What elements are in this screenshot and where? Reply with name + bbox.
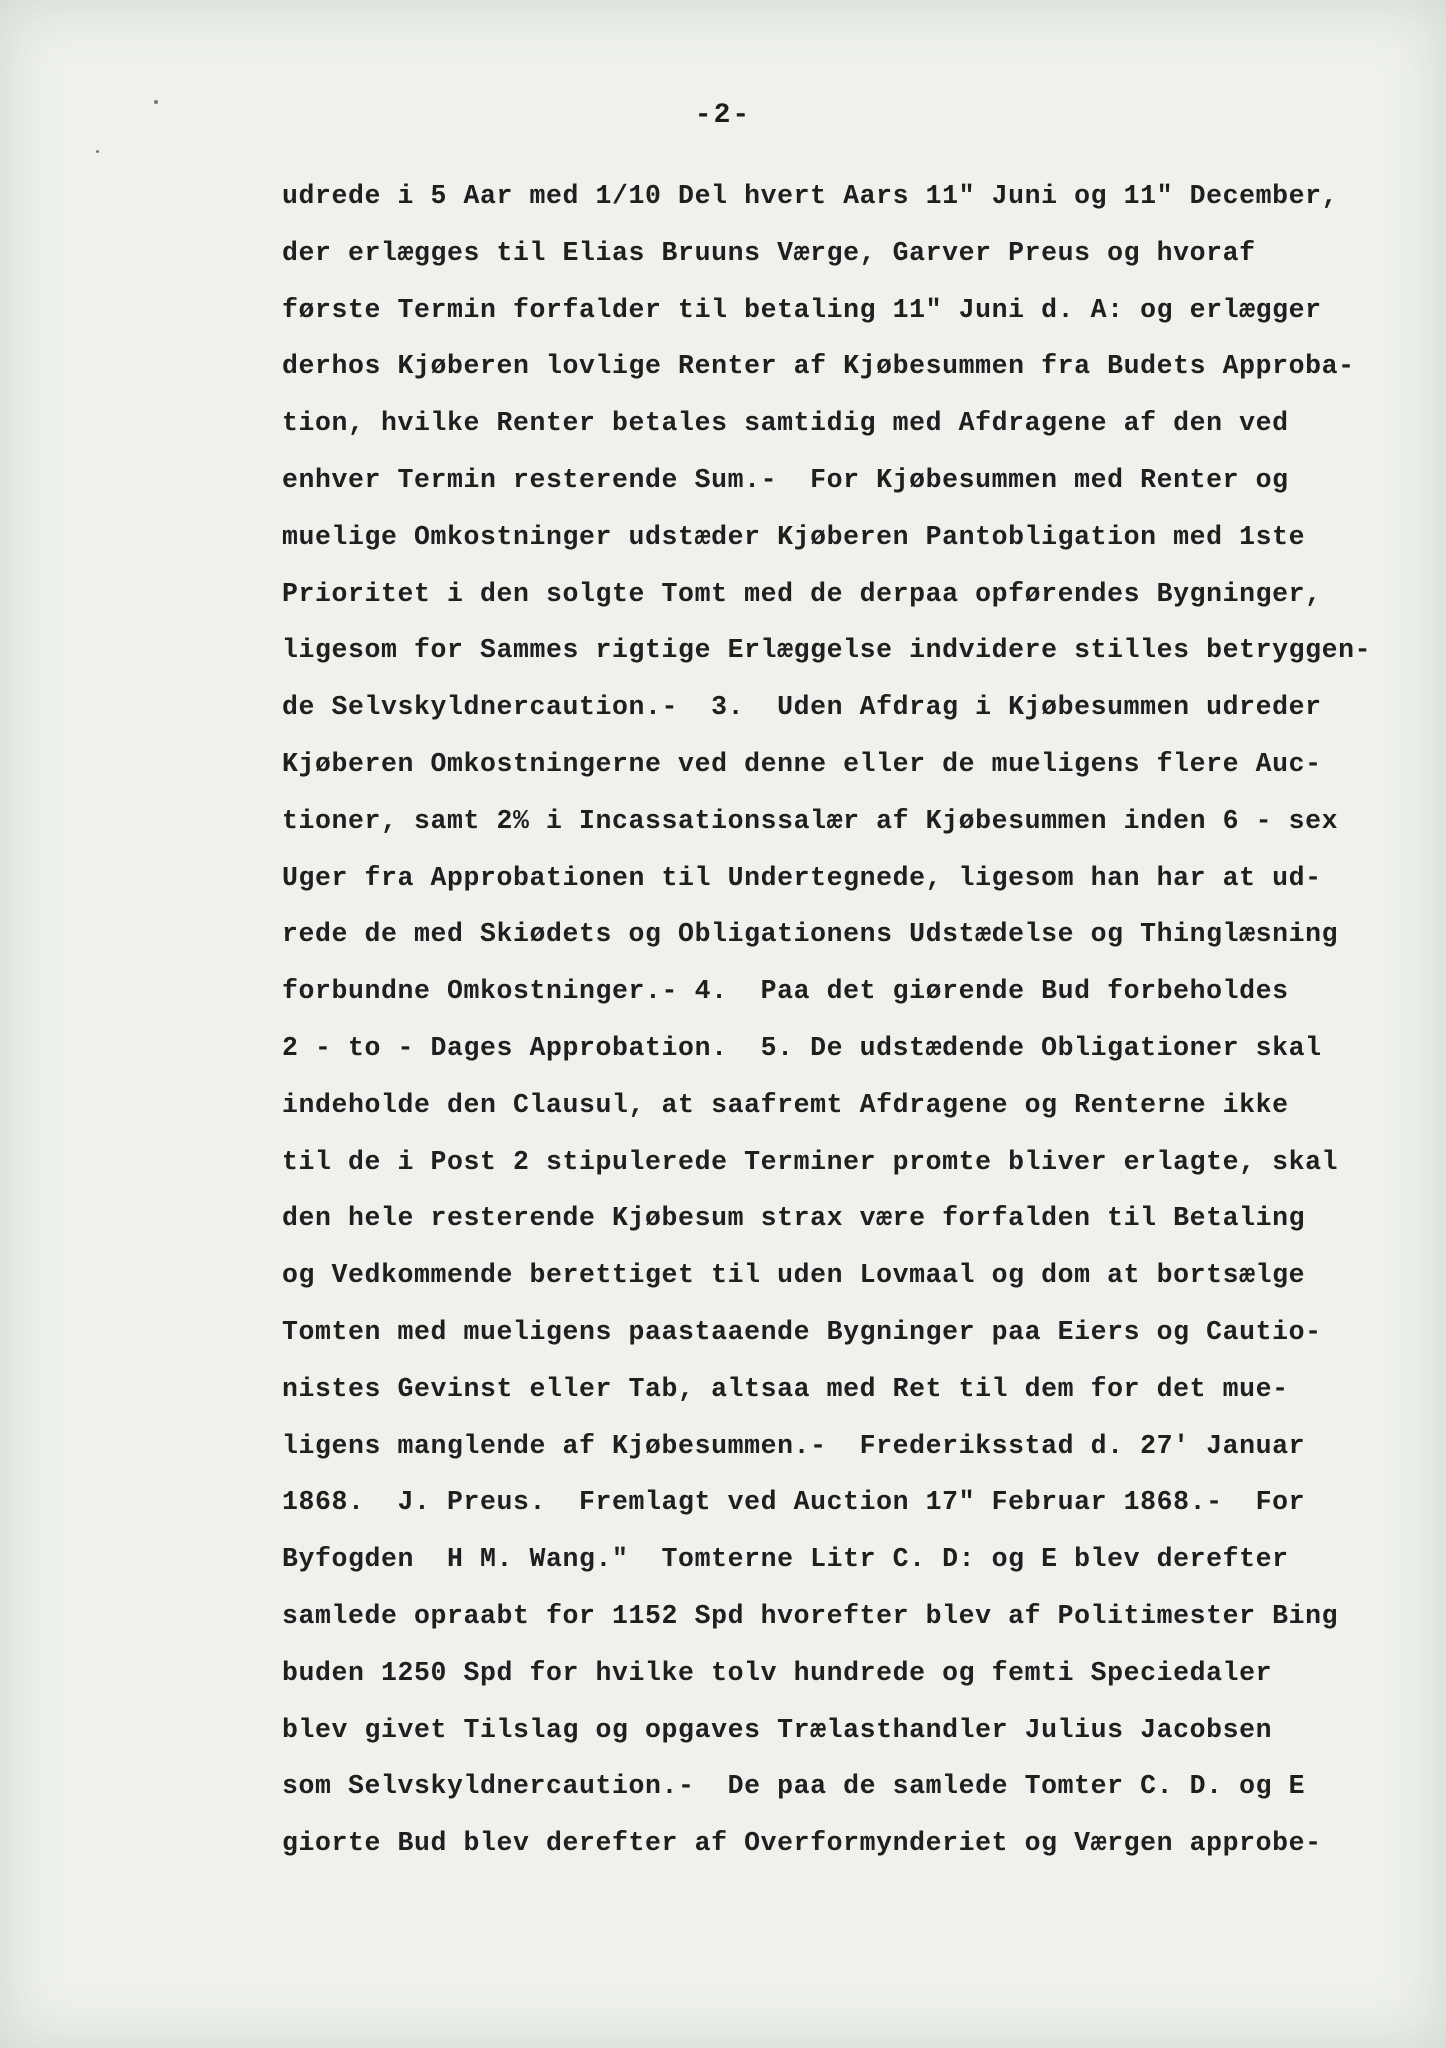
text-line: ligens manglende af Kjøbesummen.- Frederiksstad d. 27' Januar — [282, 1430, 1306, 1461]
text-line: der erlægges til Elias Bruuns Værge, Garver Preus og hvoraf — [282, 237, 1256, 268]
text-line: udrede i 5 Aar med 1/10 Del hvert Aars 11" Juni og 11" December, — [282, 181, 1339, 211]
text-line: blev givet Tilslag og opgaves Trælasthandler Julius Jacobsen — [282, 1714, 1273, 1745]
page-number: -2- — [694, 100, 752, 131]
paper-speck — [96, 150, 99, 153]
text-line: enhver Termin resterende Sum.- For Kjøbesummen med Renter og — [282, 464, 1289, 495]
text-line: Byfogden H M. Wang." Tomterne Litr C. D: og E blev derefter — [282, 1544, 1289, 1575]
text-line: og Vedkommende berettiget til uden Lovmaal og dom at bortsælge — [282, 1260, 1306, 1291]
text-line: samlede opraabt for 1152 Spd hvorefter blev af Politimester Bing — [282, 1600, 1339, 1631]
text-line: Tomten med mueligens paastaaende Bygninger paa Eiers og Cautio- — [282, 1316, 1322, 1347]
text-line: til de i Post 2 stipulerede Terminer promte bliver erlagte, skal — [282, 1146, 1339, 1177]
text-line: forbundne Omkostninger.- 4. Paa det giørende Bud forbeholdes — [282, 976, 1289, 1007]
text-line: indeholde den Clausul, at saafremt Afdragene og Renterne ikke — [282, 1089, 1289, 1120]
text-line: Uger fra Approbationen til Undertegnede, ligesom han har at ud- — [282, 862, 1322, 893]
text-line: nistes Gevinst eller Tab, altsaa med Ret til dem for det mue- — [282, 1373, 1289, 1404]
text-line: første Termin forfalder til betaling 11" Juni d. A: og erlægger — [282, 294, 1322, 325]
body-text — [282, 168, 1402, 1872]
text-line: Kjøberen Omkostningerne ved denne eller de mueligens flere Auc- — [282, 748, 1322, 779]
text-line: ligesom for Sammes rigtige Erlæggelse indvidere stilles betryggen- — [282, 635, 1372, 666]
text-line: tion, hvilke Renter betales samtidig med Afdragene af den ved — [282, 408, 1289, 439]
text-line: rede de med Skiødets og Obligationens Udstædelse og Thinglæsning — [282, 919, 1339, 950]
text-line: 1868. J. Preus. Fremlagt ved Auction 17" Februar 1868.- For — [282, 1487, 1306, 1518]
text-line: derhos Kjøberen lovlige Renter af Kjøbesummen fra Budets Approba- — [282, 351, 1355, 382]
text-line: buden 1250 Spd for hvilke tolv hundrede og femti Speciedaler — [282, 1657, 1273, 1688]
text-line: giorte Bud blev derefter af Overformynderiet og Værgen approbe- — [282, 1828, 1322, 1859]
text-line: de Selvskyldnercaution.- 3. Uden Afdrag i Kjøbesummen udreder — [282, 692, 1322, 723]
text-line: den hele resterende Kjøbesum strax være forfalden til Betaling — [282, 1203, 1306, 1234]
text-line: 2 - to - Dages Approbation. 5. De udstædende Obligationer skal — [282, 1032, 1322, 1063]
text-line: muelige Omkostninger udstæder Kjøberen Pantobligation med 1ste — [282, 521, 1306, 552]
text-line: tioner, samt 2% i Incassationssalær af Kjøbesummen inden 6 - sex — [282, 805, 1339, 836]
text-line: som Selvskyldnercaution.- De paa de samlede Tomter C. D. og E — [282, 1771, 1306, 1802]
text-line: Prioritet i den solgte Tomt med de derpaa opførendes Bygninger, — [282, 578, 1322, 609]
